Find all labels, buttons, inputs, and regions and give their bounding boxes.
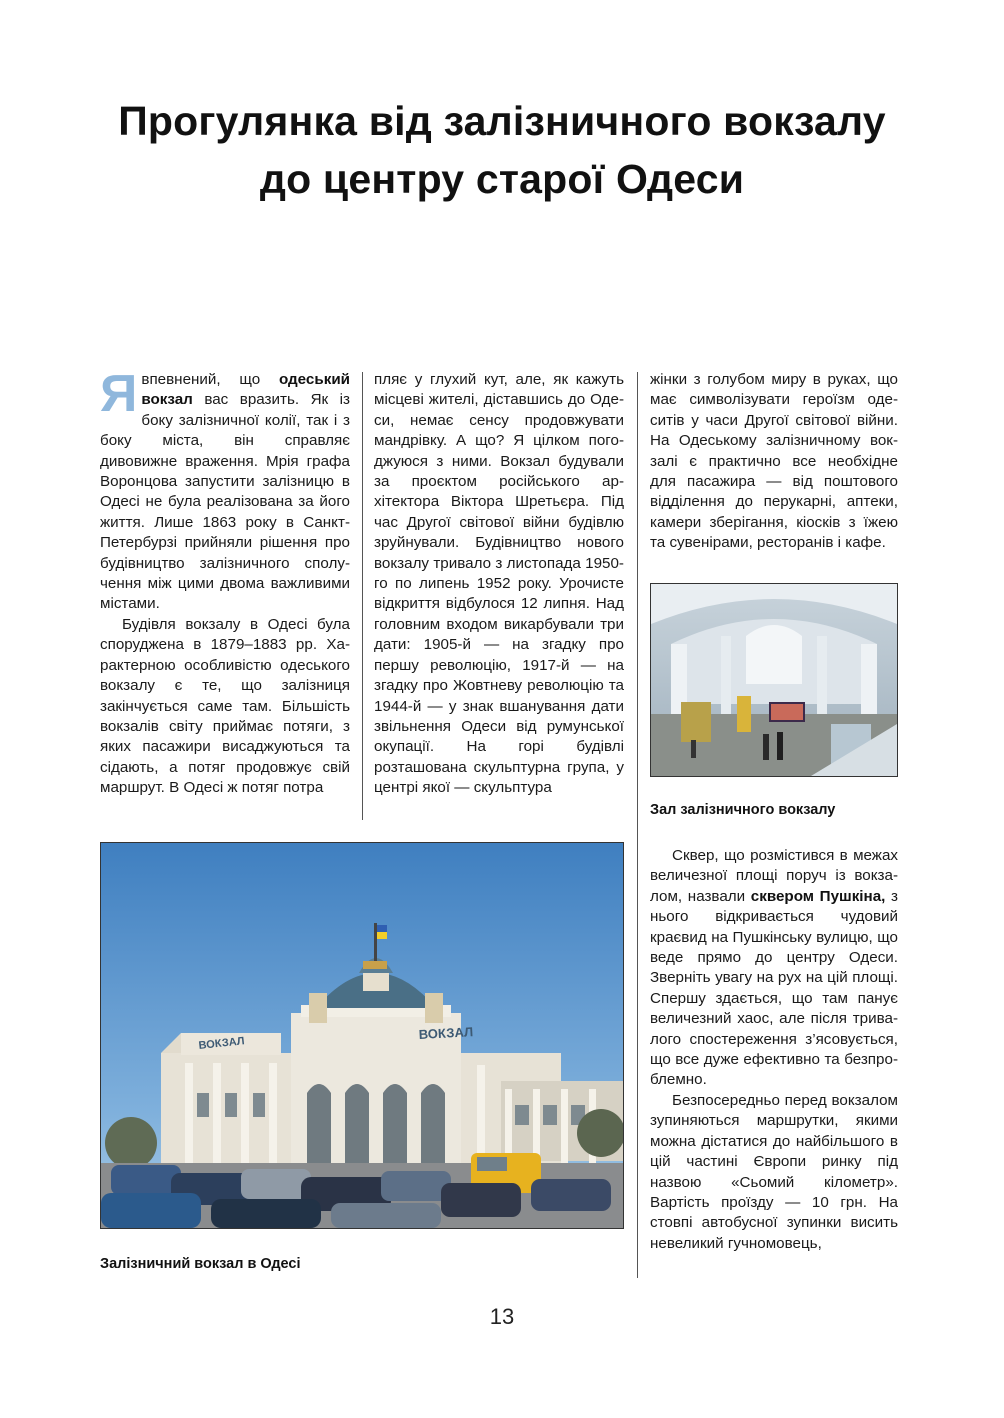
paragraph-4: жінки з голубом миру в руках, що має символізувати героїзм одеситів у часи Другої світової війни. На Одеському залізничному вокзалі є практично все необхідне для пасажира — від поштового відділення до перукарні, аптеки, камери зберігання, кіосків з їжею та сувенірами, ресторанів і кафе. (650, 371, 898, 552)
column-divider-2 (637, 372, 638, 1278)
text-column-1 (100, 365, 350, 799)
page-title (60, 92, 944, 208)
drop-cap: Я (100, 365, 138, 423)
text-column-3 (650, 370, 898, 554)
paragraph-3: пляє у глухий кут, але, як кажуть місцеві жителі, діставшись до Одеси, немає сенсу продовжувати мандрівку. А що? Я цілком погоджуюся з ними. Вокзал будували за проєктом російського архітектора Віктора Шретьєра. Під час Другої світової війни будівлю зруйнували. Будівництво нового вокзалу тривало з листопада 1950-го по липень 1952 року. Урочисте відкриття відбулося 12 липня. Над головним входом викарбували три дати: 1905-й — на згадку про першу революцію, 1917-й — на згадку про Жовтневу революцію та 1944-й — у знак вшанування дати звільнення Одеси від румунської окупації. На горі будівлі розташована скульптурна група, у центрі якої — скульптура (374, 371, 624, 797)
paragraph-1 (100, 365, 350, 615)
text-span: з нього відкривається чудовий краєвид на Пушкінську вулицю, що веде прямо до центру Одеси. Зверніть увагу на рух на цій площі. Спершу здається, що там панує величезний хаос, але після тривалого спостереження з’ясовується, що все дуже ефективно та безпроблемно. (650, 887, 899, 1089)
station-exterior-photo (100, 842, 624, 1229)
column-divider-1 (362, 372, 363, 820)
hall-photo-caption: Зал залізничного вокзалу (650, 802, 836, 818)
text-column-3-continued (650, 846, 898, 1254)
station-photo-caption: Залізничний вокзал в Одесі (100, 1256, 301, 1272)
paragraph-6: Безпосередньо перед вокзалом зупиняються маршрутки, якими можна дістатися до найбільшого в цій частині Європи ринку під назвою «Сьомий кілометр». Вартість проїзду — 10 грн. На стовпі автобусної зупинки висить невеликий гучномовець, (650, 1091, 898, 1252)
bold-term-pushkin-square: сквером Пушкіна, (750, 887, 886, 905)
title-line-1: Прогулянка від залізничного вокзалу (118, 98, 886, 144)
paragraph-5 (650, 846, 898, 1091)
station-hall-photo (650, 583, 898, 777)
title-line-2: до центру старої Одеси (259, 156, 745, 202)
text-column-2 (374, 370, 624, 799)
text-span: впевнений, що (141, 371, 279, 388)
text-span: Сквер, що розмістився в межах величезної площі поруч із вокзалом, назвали (650, 847, 898, 905)
page-number: 13 (489, 1304, 515, 1329)
bold-term-station: одеський вокзал (141, 371, 350, 409)
station-sign-left: ВОКЗАЛ (198, 1035, 246, 1052)
station-sign-right: ВОКЗАЛ (418, 1024, 474, 1042)
text-span: вас вразить. Як із боку залізничної колії, так і з боку міста, він справляє дивовижне враження. Мрія графа Воронцова запустити залізницю в Одесі не була реалізована за його життя. Лише 1863 року в Санкт-Петербурзі прийняли рішення про будівництво залізничного сполучення між цими двома важливими містами. (100, 391, 350, 613)
paragraph-2: Будівля вокзалу в Одесі була споруджена в 1879–1883 рр. Характерною особливістю одеського вокзалу є те, що залізниця закінчується саме там. Більшість вокзалів світу приймає потяги, з яких пасажири висаджуються та сідають, а потяг продовжує свій маршрут. В Одесі ж потяг потра (100, 615, 350, 797)
